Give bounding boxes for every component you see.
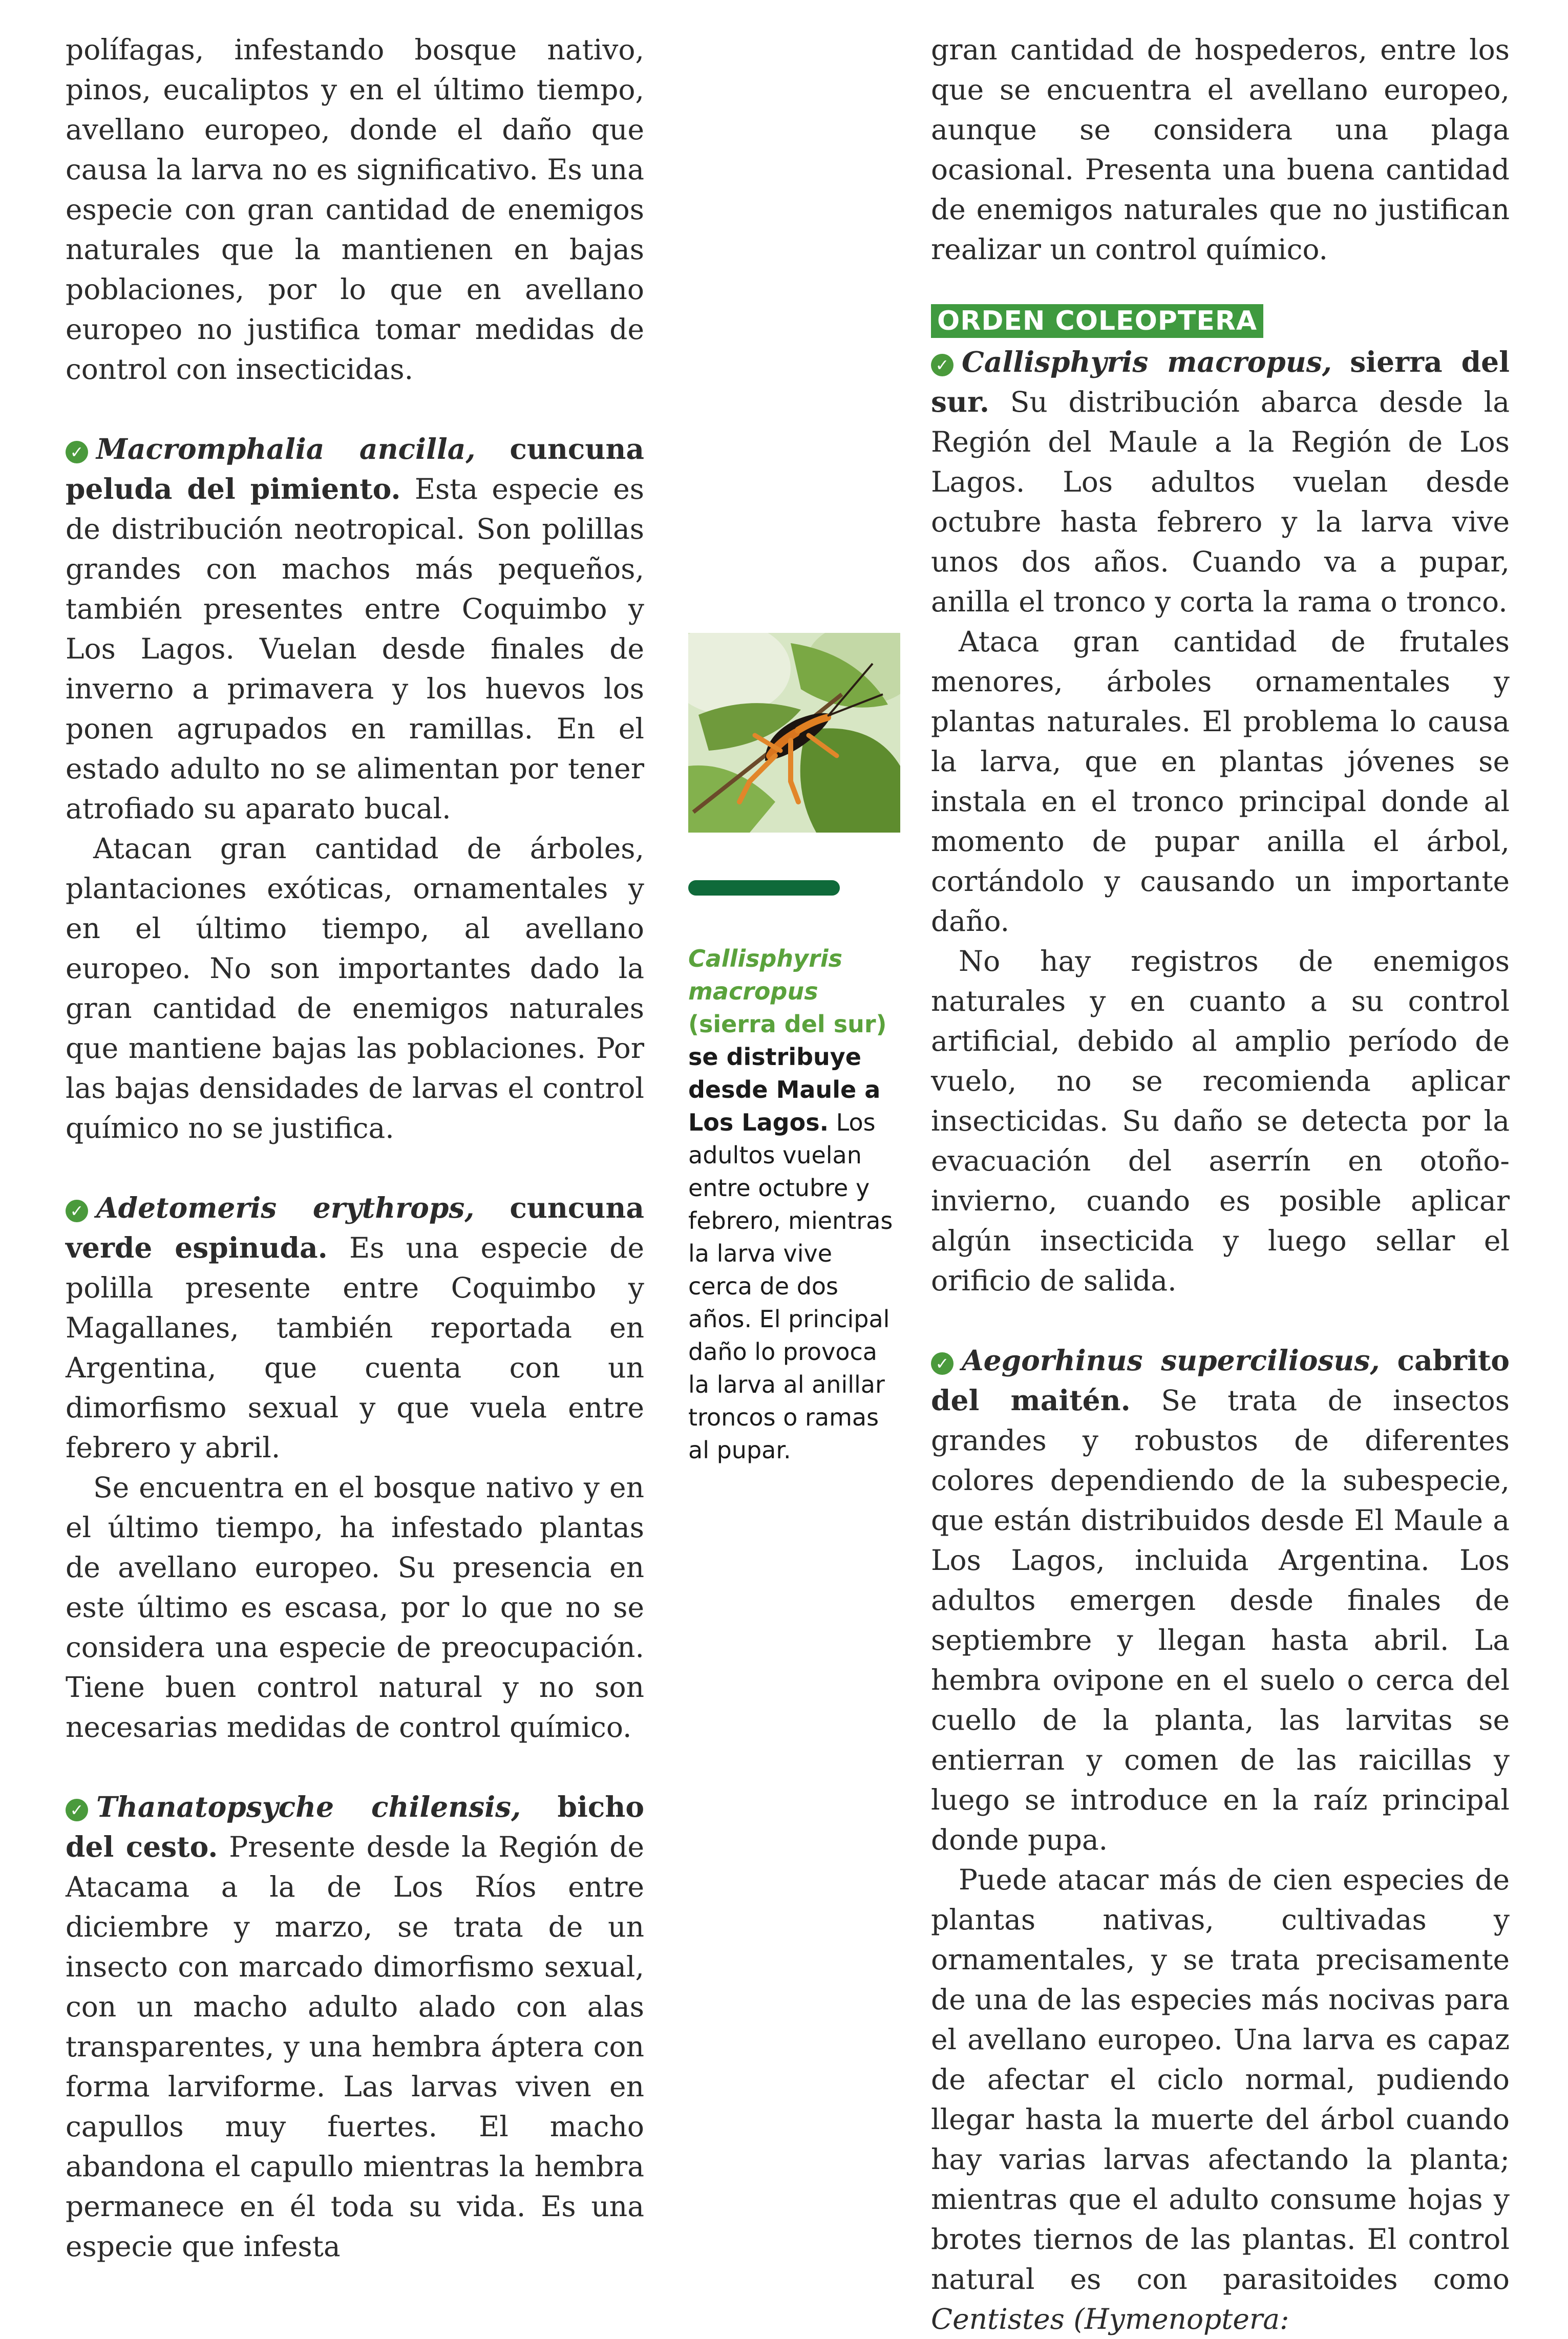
species-name: Aegorhinus superciliosus,	[962, 1344, 1380, 1377]
entry-text: Esta especie es de distribución neotropical. Son polillas grandes con machos más pequeños, también presentes entre Coquimbo y Los Lagos. Vuelan desde finales de inverno a primavera y los huevos los ponen agrupados en ramillas. En el estado adulto no se alimentan por tener atrofiado su aparato bucal.	[66, 473, 644, 825]
order-label: ORDEN COLEOPTERA	[931, 304, 1263, 338]
species-name: Macromphalia ancilla,	[96, 432, 476, 465]
left-column	[66, 30, 644, 2266]
check-circle-icon: ✓	[66, 441, 88, 463]
beetle-photo	[688, 633, 900, 833]
entry-text: Presente desde la Región de Atacama a la de Los Ríos entre diciembre y marzo, se trata de un insecto con marcado dimorfismo sexual, con un macho adulto alado con alas transparentes, y una hembra áptera con forma larviforme. Las larvas viven en capullos muy fuertes. El macho abandona el capullo mientras la hembra permanece en él toda su vida. Es una especie que infesta	[66, 1831, 644, 2263]
species-entry	[66, 1787, 644, 2266]
paragraph: Atacan gran cantidad de árboles, plantaciones exóticas, ornamentales y en el último tiempo, al avellano europeo. No son importantes dado la gran cantidad de enemigos naturales que mantiene bajas las poblaciones. Por las bajas densidades de larvas el control químico no se justifica.	[66, 832, 644, 1144]
caption-species: Callisphyris macropus	[688, 945, 842, 1005]
entry-text: Se trata de insectos grandes y robustos de diferentes colores dependiendo de la subespecie, que están distribuidos desde El Maule a Los Lagos, incluida Argentina. Los adultos emergen desde finales de septiembre y llegan hasta abril. La hembra ovipone en el suelo o cerca del cuello de la planta, las larvitas se entierran y comen de las raicillas y luego se introduce en la raíz principal donde pupa.	[931, 1384, 1510, 1856]
common-name: cuncuna peluda del pimiento.	[66, 432, 644, 505]
beetle-illustration	[688, 633, 900, 833]
paragraph	[931, 1860, 1510, 2339]
species-entry	[66, 1188, 644, 1468]
check-circle-icon: ✓	[931, 354, 953, 376]
caption-common-name: (sierra del sur)	[688, 1010, 887, 1038]
entry-text: Es una especie de polilla presente entre Coquimbo y Magallanes, también reportada en Argentina, que cuenta con un dimorfismo sexual y que vuela entre febrero y abril.	[66, 1231, 645, 1464]
common-name: cuncuna verde espinuda.	[66, 1191, 644, 1264]
paragraph: polífagas, infestando bosque nativo, pinos, eucaliptos y en el último tiempo, avellano europeo, donde el daño que causa la larva no es significativo. Es una especie con gran cantidad de enemigos naturales que la mantienen en bajas poblaciones, por lo que en avellano europeo no justifica tomar medidas de control con insecticidas.	[66, 33, 644, 386]
check-circle-icon: ✓	[66, 1799, 88, 1821]
common-name: cabrito del maitén.	[931, 1344, 1510, 1417]
entry-text: Su distribución abarca desde la Región del Maule a la Región de Los Lagos. Los adultos vuelan desde octubre hasta febrero y la larva vive unos dos años. Cuando va a pupar, anilla el tronco y corta la rama o tronco.	[931, 386, 1510, 618]
italic-taxon: Centistes (Hymenoptera:	[931, 2303, 1289, 2335]
species-name: Adetomeris erythrops,	[96, 1191, 475, 1224]
species-name: Thanatopsyche chilensis,	[96, 1790, 521, 1823]
paragraph-text: Puede atacar más de cien especies de plantas nativas, cultivadas y ornamentales, y se trata precisamente de una de las especies más nocivas para el avellano europeo. Una larva es capaz de afectar el ciclo normal, pudiendo llegar hasta la muerte del árbol cuando hay varias larvas afectando la planta; mientras que el adulto consume hojas y brotes tiernos de las plantas. El control natural es con parasitoides como	[931, 1863, 1510, 2295]
caption-divider-bar	[688, 880, 840, 896]
species-entry	[931, 1341, 1510, 1860]
species-name: Callisphyris macropus,	[962, 345, 1332, 378]
species-entry	[931, 342, 1510, 622]
check-circle-icon: ✓	[931, 1352, 953, 1375]
species-entry	[66, 429, 644, 828]
caption-bold-text: se distribuye desde Maule a Los Lagos.	[688, 1043, 881, 1136]
paragraph: gran cantidad de hospederos, entre los que se encuentra el avellano europeo, aunque se considera una plaga ocasional. Presenta una buena cantidad de enemigos naturales que no justifican realizar un control químico.	[931, 33, 1510, 266]
paragraph: Ataca gran cantidad de frutales menores, árboles ornamentales y plantas naturales. El problema lo causa la larva, que en plantas jóvenes se instala en el tronco principal donde al momento de pupar anilla el árbol, cortándolo y causando un importante daño.	[931, 625, 1510, 938]
caption-text: Los adultos vuelan entre octubre y febrero, mientras la larva vive cerca de dos años. El principal daño lo provoca la larva al anillar troncos o ramas al pupar.	[688, 1109, 893, 1464]
photo-caption	[688, 942, 903, 1466]
common-name: sierra del sur.	[931, 345, 1510, 418]
paragraph: Se encuentra en el bosque nativo y en el último tiempo, ha infestado plantas de avellano europeo. Su presencia en este último es escasa, por lo que no se considera una especie de preocupación. Tiene buen control natural y no son necesarias medidas de control químico.	[66, 1471, 644, 1743]
check-circle-icon: ✓	[66, 1200, 88, 1222]
common-name: bicho del cesto.	[66, 1790, 645, 1863]
paragraph: No hay registros de enemigos naturales y en cuanto a su control artificial, debido al amplio período de vuelo, no se recomienda aplicar insecticidas. Su daño se detecta por la evacuación del aserrín en otoño-invierno, cuando es posible aplicar algún insecticida y luego sellar el orificio de salida.	[931, 945, 1510, 1297]
right-column	[931, 30, 1510, 2339]
